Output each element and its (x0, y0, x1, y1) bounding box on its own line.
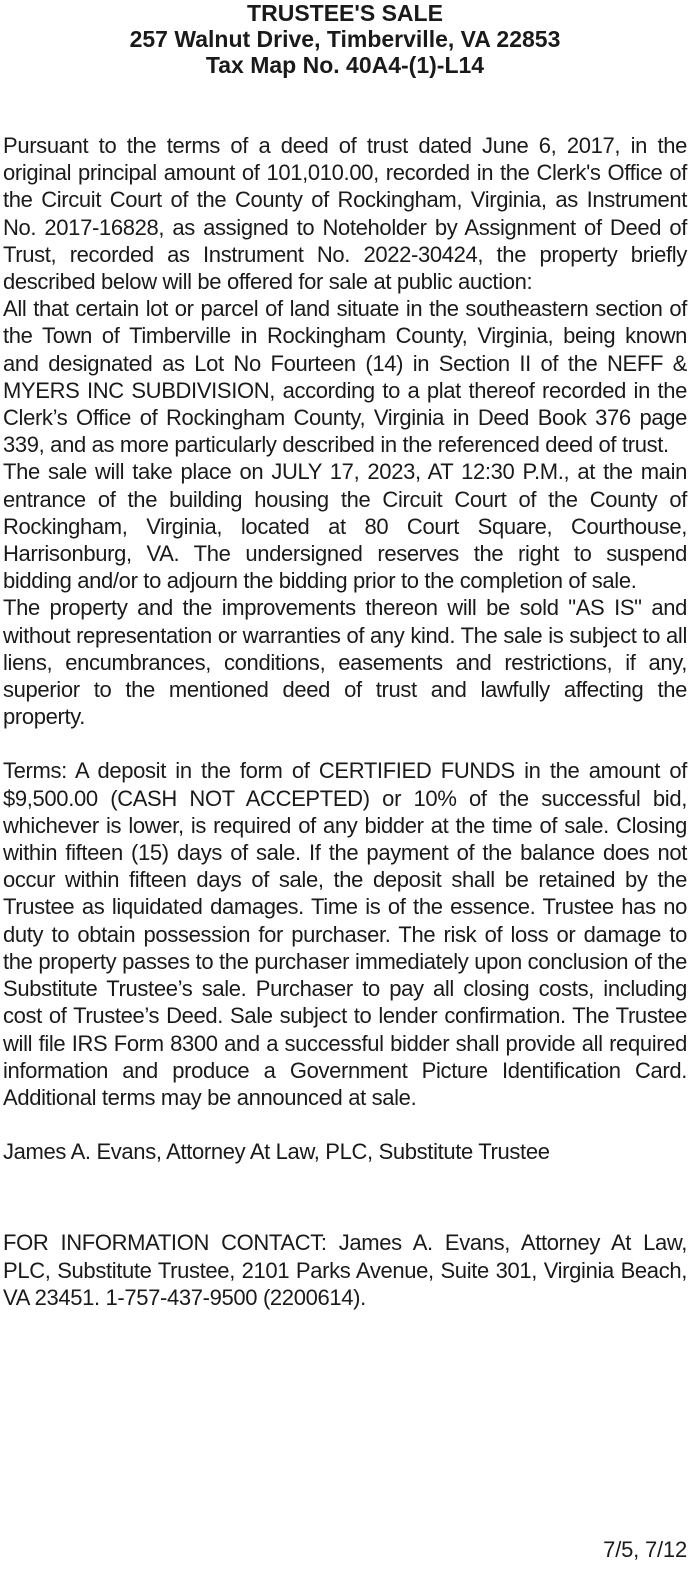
terms-paragraph: Terms: A deposit in the form of CERTIFIED FUNDS in the amount of $9,500.00 (CASH NOT ACCEPTED) or 10% of the successful bid, whichever is lower, is required of any bidder at the time of sale. Closing within fifteen (15) days of sale. If the payment of the balance does not occur within fifteen days of sale, the deposit shall be retained by the Trustee as liquidated damages. Time is of the essence. Trustee has no duty to obtain possession for purchaser. The risk of loss or damage to the property passes to the purchaser immediately upon conclusion of the Substitute Trustee’s sale. Purchaser to pay all closing costs, including cost of Trustee’s Deed. Sale subject to lender confirmation. The Trustee will file IRS Form 8300 and a successful bidder shall provide all required information and produce a Government Picture Identification Card. Additional terms may be announced at sale. (3, 758, 687, 1110)
spacer (3, 1165, 687, 1229)
spacer (3, 78, 687, 132)
notice-header (3, 0, 687, 78)
sale-details-paragraph: The sale will take place on JULY 17, 2023, AT 12:30 P.M., at the main entrance of the building housing the Circuit Court of the County of Rockingham, Virginia, located at 80 Court Square, Courthouse, Harrisonburg, VA. The undersigned reserves the right to suspend bidding and/or to adjourn the bidding prior to the completion of sale. (3, 459, 687, 594)
publication-dates: 7/5, 7/12 (603, 1537, 687, 1562)
as-is-paragraph: The property and the improvements thereon will be sold "AS IS" and without representation or warranties of any kind. The sale is subject to all liens, encumbrances, conditions, easements and restrictions, if any, superior to the mentioned deed of trust and lawfully affecting the property. (3, 595, 687, 730)
spacer (3, 1111, 687, 1138)
intro-paragraph: Pursuant to the terms of a deed of trust dated June 6, 2017, in the original principal amount of 101,010.00, recorded in the Clerk's Office of the Circuit Court of the County of Rockingham, Virginia, as Instrument No. 2017-16828, as assigned to Noteholder by Assignment of Deed of Trust, recorded as Instrument No. 2022-30424, the property briefly described below will be offered for sale at public auction: (3, 133, 687, 295)
contact-paragraph: FOR INFORMATION CONTACT: James A. Evans, Attorney At Law, PLC, Substitute Trustee, 2101 Parks Avenue, Suite 301, Virginia Beach, VA 23451. 1-757-437-9500 (2200614). (3, 1230, 687, 1310)
property-address: 257 Walnut Drive, Timberville, VA 22853 (129, 26, 561, 52)
spacer (3, 730, 687, 757)
tax-map-number: Tax Map No. 40A4-(1)-L14 (205, 52, 485, 78)
legal-notice (3, 0, 687, 1311)
notice-title: TRUSTEE'S SALE (247, 0, 443, 26)
notice-body (3, 132, 687, 1311)
property-description-paragraph: All that certain lot or parcel of land situate in the southeastern section of the Town of Timberville in Rockingham County, Virginia, being known and designated as Lot No Fourteen (14) in Section II of the NEFF & MYERS INC SUBDIVISION, according to a plat thereof recorded in the Clerk’s Office of Rockingham County, Virginia in Deed Book 376 page 339, and as more particularly described in the referenced deed of trust. (3, 296, 687, 458)
trustee-signature: James A. Evans, Attorney At Law, PLC, Substitute Trustee (3, 1139, 550, 1165)
